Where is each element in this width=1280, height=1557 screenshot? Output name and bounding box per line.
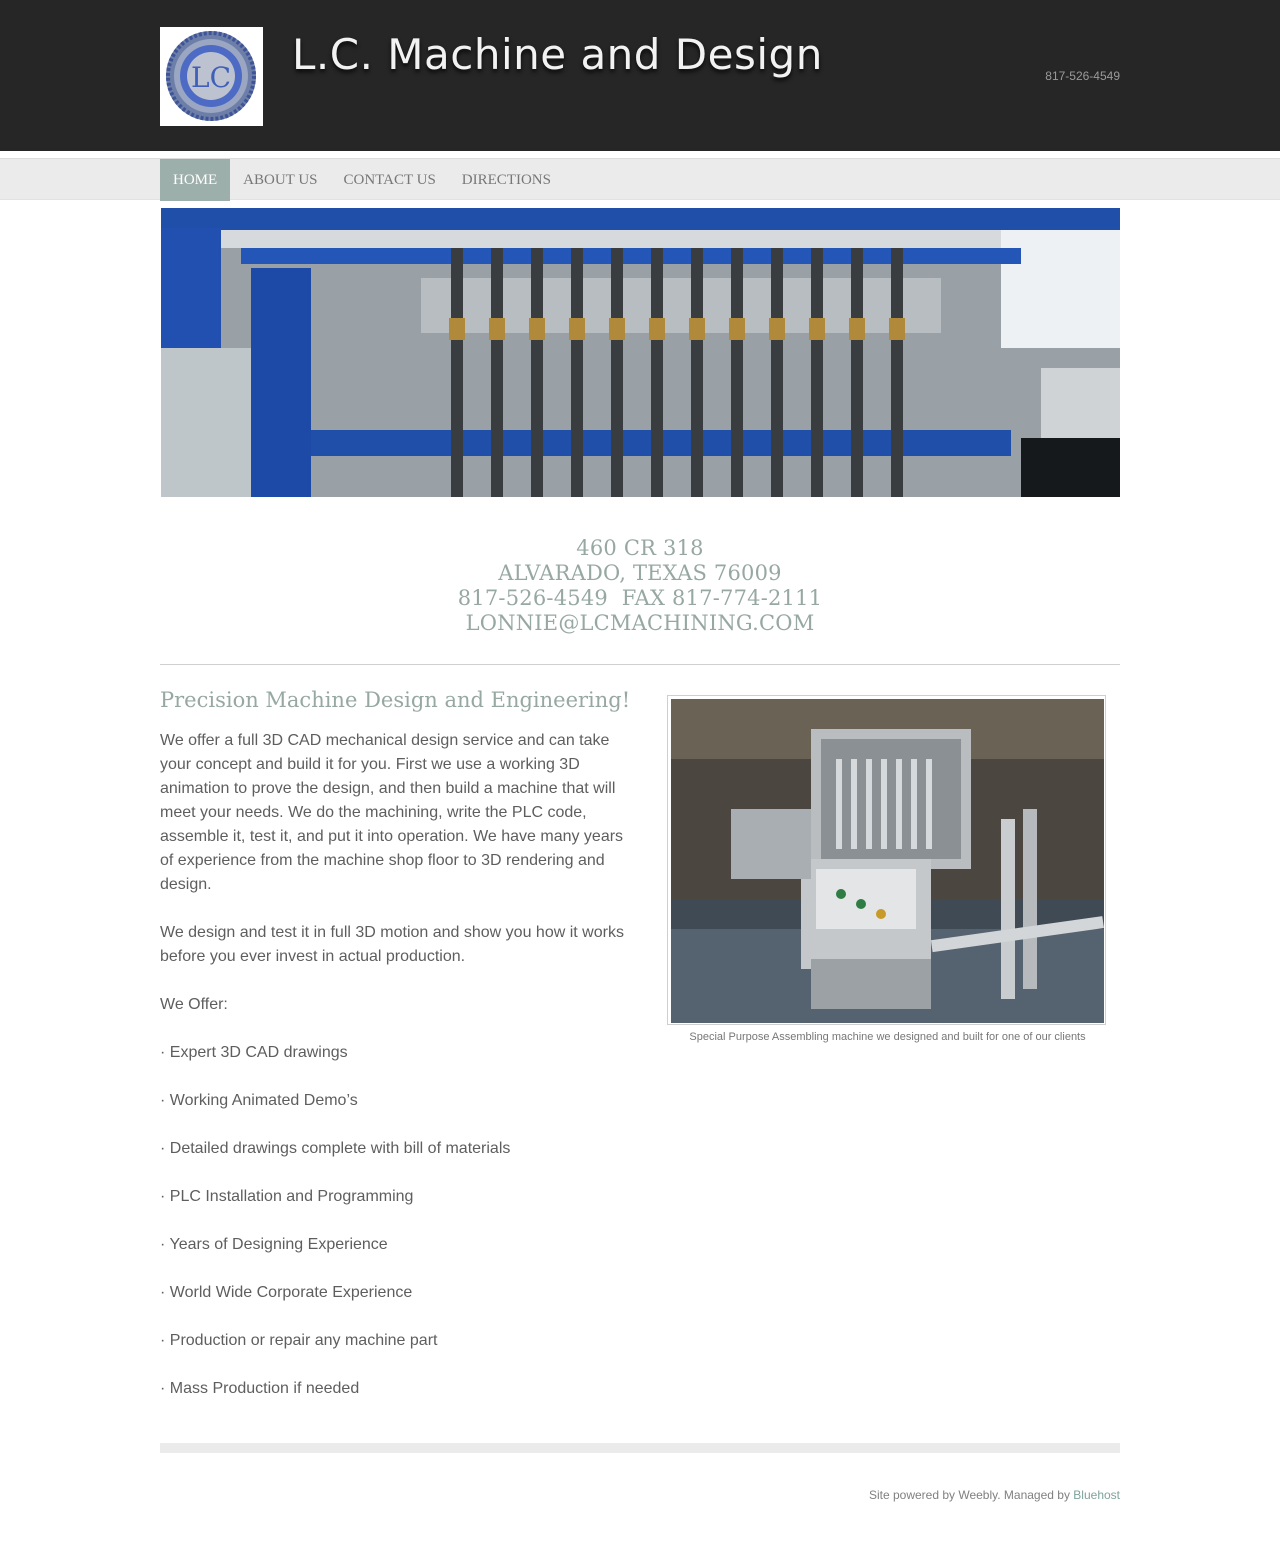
address-email[interactable]: LONNIE@LCMACHINING.COM <box>465 611 815 635</box>
offer-item: · World Wide Corporate Experience <box>160 1284 413 1301</box>
offer-item: · PLC Installation and Programming <box>160 1188 414 1205</box>
address-street: 460 CR 318 <box>576 536 704 560</box>
divider <box>160 664 1120 665</box>
site-logo[interactable] <box>160 27 263 126</box>
address-phone-fax: 817-526-4549 FAX 817-774-2111 <box>457 586 823 610</box>
footer-divider <box>160 1443 1120 1453</box>
gear-logo-icon <box>160 27 263 126</box>
footer-powered-text: Site powered by Weebly. Managed by <box>868 1488 1074 1502</box>
banner-image <box>161 208 1120 497</box>
nav-item-contact-us[interactable]: CONTACT US <box>343 172 436 188</box>
bluehost-link[interactable]: Bluehost <box>1073 1488 1120 1502</box>
logo-letters: LC <box>190 61 232 94</box>
machine-photo-frame[interactable] <box>667 695 1106 1025</box>
address-city: ALVARADO, TEXAS 76009 <box>498 561 782 585</box>
main-body-text <box>160 729 630 1401</box>
site-header <box>0 0 1280 151</box>
nav-item-about-us[interactable]: ABOUT US <box>243 172 318 188</box>
machine-photo-illustration <box>671 699 1104 1023</box>
offer-item: · Mass Production if needed <box>160 1380 360 1397</box>
photo-caption: Special Purpose Assembling machine we designed and built for one of our clients <box>689 1031 1086 1043</box>
site-title[interactable]: L.C. Machine and Design <box>292 30 823 79</box>
footer-credits <box>869 1488 1120 1502</box>
design-paragraph: We design and test it in full 3D motion and show you how it works before you ever invest in actual production. <box>160 924 624 965</box>
offer-item: · Production or repair any machine part <box>160 1332 438 1349</box>
nav-item-home[interactable]: HOME <box>160 159 230 201</box>
header-phone: 817-526-4549 <box>1045 69 1120 83</box>
offer-item: · Working Animated Demo’s <box>160 1092 358 1109</box>
banner-machine-illustration <box>161 208 1120 497</box>
offer-item: · Expert 3D CAD drawings <box>160 1044 348 1061</box>
offer-label: We Offer: <box>160 996 228 1013</box>
main-nav <box>0 158 1280 200</box>
intro-paragraph: We offer a full 3D CAD mechanical design service and can take your concept and build it for you. First we use a working 3D animation to prove the design, and then build a machine that will meet your needs. We do the machining, write the PLC code, assemble it, test it, and put it into operation. We have many years of experience from the machine shop floor to 3D rendering and design. <box>160 732 624 893</box>
machine-photo <box>671 699 1104 1023</box>
section-heading: Precision Machine Design and Engineering! <box>160 688 631 712</box>
offer-item: · Years of Designing Experience <box>160 1236 388 1253</box>
offer-item: · Detailed drawings complete with bill of materials <box>160 1140 511 1157</box>
contact-address <box>160 536 1120 636</box>
nav-item-directions[interactable]: DIRECTIONS <box>461 172 551 188</box>
